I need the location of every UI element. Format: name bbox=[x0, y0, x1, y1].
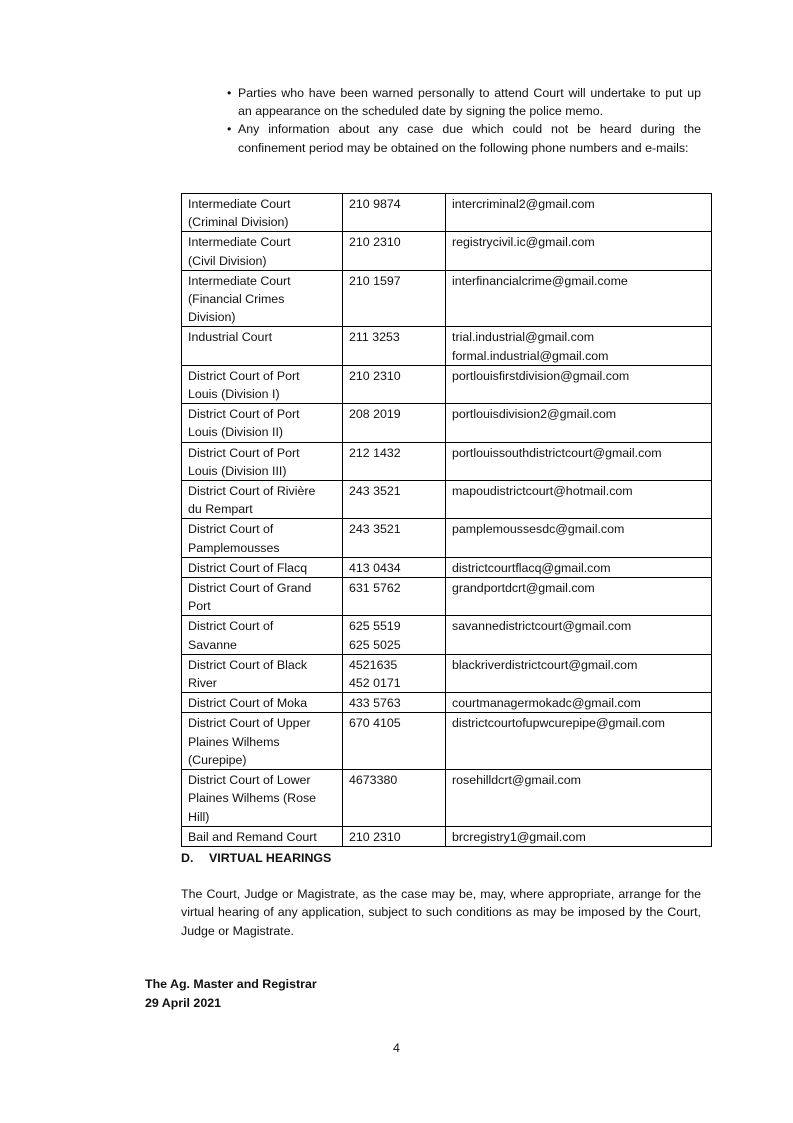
phone-cell: 212 1432 bbox=[343, 442, 446, 480]
court-name-cell: Bail and Remand Court bbox=[182, 826, 343, 846]
court-name-cell: Intermediate Court (Financial Crimes Division) bbox=[182, 270, 343, 327]
email-cell[interactable]: pamplemoussesdc@gmail.com bbox=[446, 519, 712, 557]
email-cell[interactable]: portlouisdivision2@gmail.com bbox=[446, 404, 712, 442]
phone-cell: 4521635 452 0171 bbox=[343, 654, 446, 692]
email-cell[interactable]: blackriverdistrictcourt@gmail.com bbox=[446, 654, 712, 692]
table-row bbox=[182, 826, 712, 846]
table-row bbox=[182, 194, 712, 232]
court-name-cell: District Court of Savanne bbox=[182, 616, 343, 654]
table-row bbox=[182, 404, 712, 442]
bullet-list bbox=[227, 84, 701, 157]
court-name-cell: District Court of Grand Port bbox=[182, 578, 343, 616]
court-name-cell: District Court of Lower Plaines Wilhems (Rose Hill) bbox=[182, 770, 343, 827]
email-cell[interactable]: registrycivil.ic@gmail.com bbox=[446, 232, 712, 270]
table-row bbox=[182, 654, 712, 692]
phone-cell: 631 5762 bbox=[343, 578, 446, 616]
email-cell[interactable]: savannedistrictcourt@gmail.com bbox=[446, 616, 712, 654]
section-letter: D. bbox=[181, 851, 194, 865]
table-row bbox=[182, 365, 712, 403]
court-name-cell: Intermediate Court (Civil Division) bbox=[182, 232, 343, 270]
bullet-text: Any information about any case due which could not be heard during the confinement period may be obtained on the following phone numbers and e-mails: bbox=[238, 122, 701, 155]
email-cell[interactable]: rosehilldcrt@gmail.com bbox=[446, 770, 712, 827]
bullet-icon: • bbox=[227, 86, 232, 100]
email-cell[interactable]: interfinancialcrime@gmail.come bbox=[446, 270, 712, 327]
phone-cell: 208 2019 bbox=[343, 404, 446, 442]
court-contacts-body bbox=[182, 194, 712, 847]
table-row bbox=[182, 270, 712, 327]
phone-cell: 625 5519 625 5025 bbox=[343, 616, 446, 654]
email-cell[interactable]: grandportdcrt@gmail.com bbox=[446, 578, 712, 616]
court-name-cell: District Court of Port Louis (Division I) bbox=[182, 365, 343, 403]
email-cell[interactable]: brcregistry1@gmail.com bbox=[446, 826, 712, 846]
bullet-icon: • bbox=[227, 122, 232, 137]
signature-date: 29 April 2021 bbox=[145, 995, 221, 1010]
table-row bbox=[182, 713, 712, 770]
email-cell[interactable]: courtmanagermokadc@gmail.com bbox=[446, 693, 712, 713]
phone-cell: 243 3521 bbox=[343, 481, 446, 519]
court-name-cell: District Court of Moka bbox=[182, 693, 343, 713]
bullet-item bbox=[227, 84, 701, 120]
page-number: 4 bbox=[393, 1041, 400, 1055]
email-cell[interactable]: trial.industrial@gmail.com formal.industrial@gmail.com bbox=[446, 327, 712, 365]
bullet-item bbox=[227, 120, 701, 156]
section-heading bbox=[181, 851, 331, 865]
phone-cell: 210 2310 bbox=[343, 826, 446, 846]
email-cell[interactable]: districtcourtflacq@gmail.com bbox=[446, 557, 712, 577]
email-cell[interactable]: portlouisfirstdivision@gmail.com bbox=[446, 365, 712, 403]
table-row bbox=[182, 481, 712, 519]
signatory-title: The Ag. Master and Registrar bbox=[145, 977, 317, 991]
email-cell[interactable]: districtcourtofupwcurepipe@gmail.com bbox=[446, 713, 712, 770]
phone-cell: 210 1597 bbox=[343, 270, 446, 327]
table-row bbox=[182, 616, 712, 654]
virtual-hearings-paragraph: The Court, Judge or Magistrate, as the case may be, may, where appropriate, arrange for the virtual hearing of any application, subject to such conditions as may be imposed by the Court, Judge or Magistrate. bbox=[181, 887, 701, 938]
section-title: VIRTUAL HEARINGS bbox=[209, 851, 332, 865]
email-cell[interactable]: portlouissouthdistrictcourt@gmail.com bbox=[446, 442, 712, 480]
phone-cell: 211 3253 bbox=[343, 327, 446, 365]
phone-cell: 210 2310 bbox=[343, 365, 446, 403]
phone-cell: 210 2310 bbox=[343, 232, 446, 270]
court-name-cell: District Court of Rivière du Rempart bbox=[182, 481, 343, 519]
court-name-cell: District Court of Port Louis (Division III) bbox=[182, 442, 343, 480]
court-name-cell: District Court of Upper Plaines Wilhems (Curepipe) bbox=[182, 713, 343, 770]
court-contacts-table bbox=[181, 193, 712, 847]
phone-cell: 210 9874 bbox=[343, 194, 446, 232]
phone-cell: 670 4105 bbox=[343, 713, 446, 770]
email-cell[interactable]: intercriminal2@gmail.com bbox=[446, 194, 712, 232]
signature-block bbox=[145, 975, 317, 1012]
court-name-cell: Industrial Court bbox=[182, 327, 343, 365]
bullet-text: Parties who have been warned personally to attend Court will undertake to put up an appearance on the scheduled date by signing the police memo. bbox=[238, 86, 701, 119]
phone-cell: 413 0434 bbox=[343, 557, 446, 577]
table-row bbox=[182, 327, 712, 365]
table-row bbox=[182, 519, 712, 557]
court-name-cell: District Court of Port Louis (Division II) bbox=[182, 404, 343, 442]
email-cell[interactable]: mapoudistrictcourt@hotmail.com bbox=[446, 481, 712, 519]
court-name-cell: District Court of Black River bbox=[182, 654, 343, 692]
court-name-cell: Intermediate Court (Criminal Division) bbox=[182, 194, 343, 232]
phone-cell: 433 5763 bbox=[343, 693, 446, 713]
table-row bbox=[182, 693, 712, 713]
phone-cell: 4673380 bbox=[343, 770, 446, 827]
table-row bbox=[182, 232, 712, 270]
court-name-cell: District Court of Pamplemousses bbox=[182, 519, 343, 557]
table-row bbox=[182, 442, 712, 480]
court-name-cell: District Court of Flacq bbox=[182, 557, 343, 577]
phone-cell: 243 3521 bbox=[343, 519, 446, 557]
table-row bbox=[182, 578, 712, 616]
table-row bbox=[182, 557, 712, 577]
table-row bbox=[182, 770, 712, 827]
